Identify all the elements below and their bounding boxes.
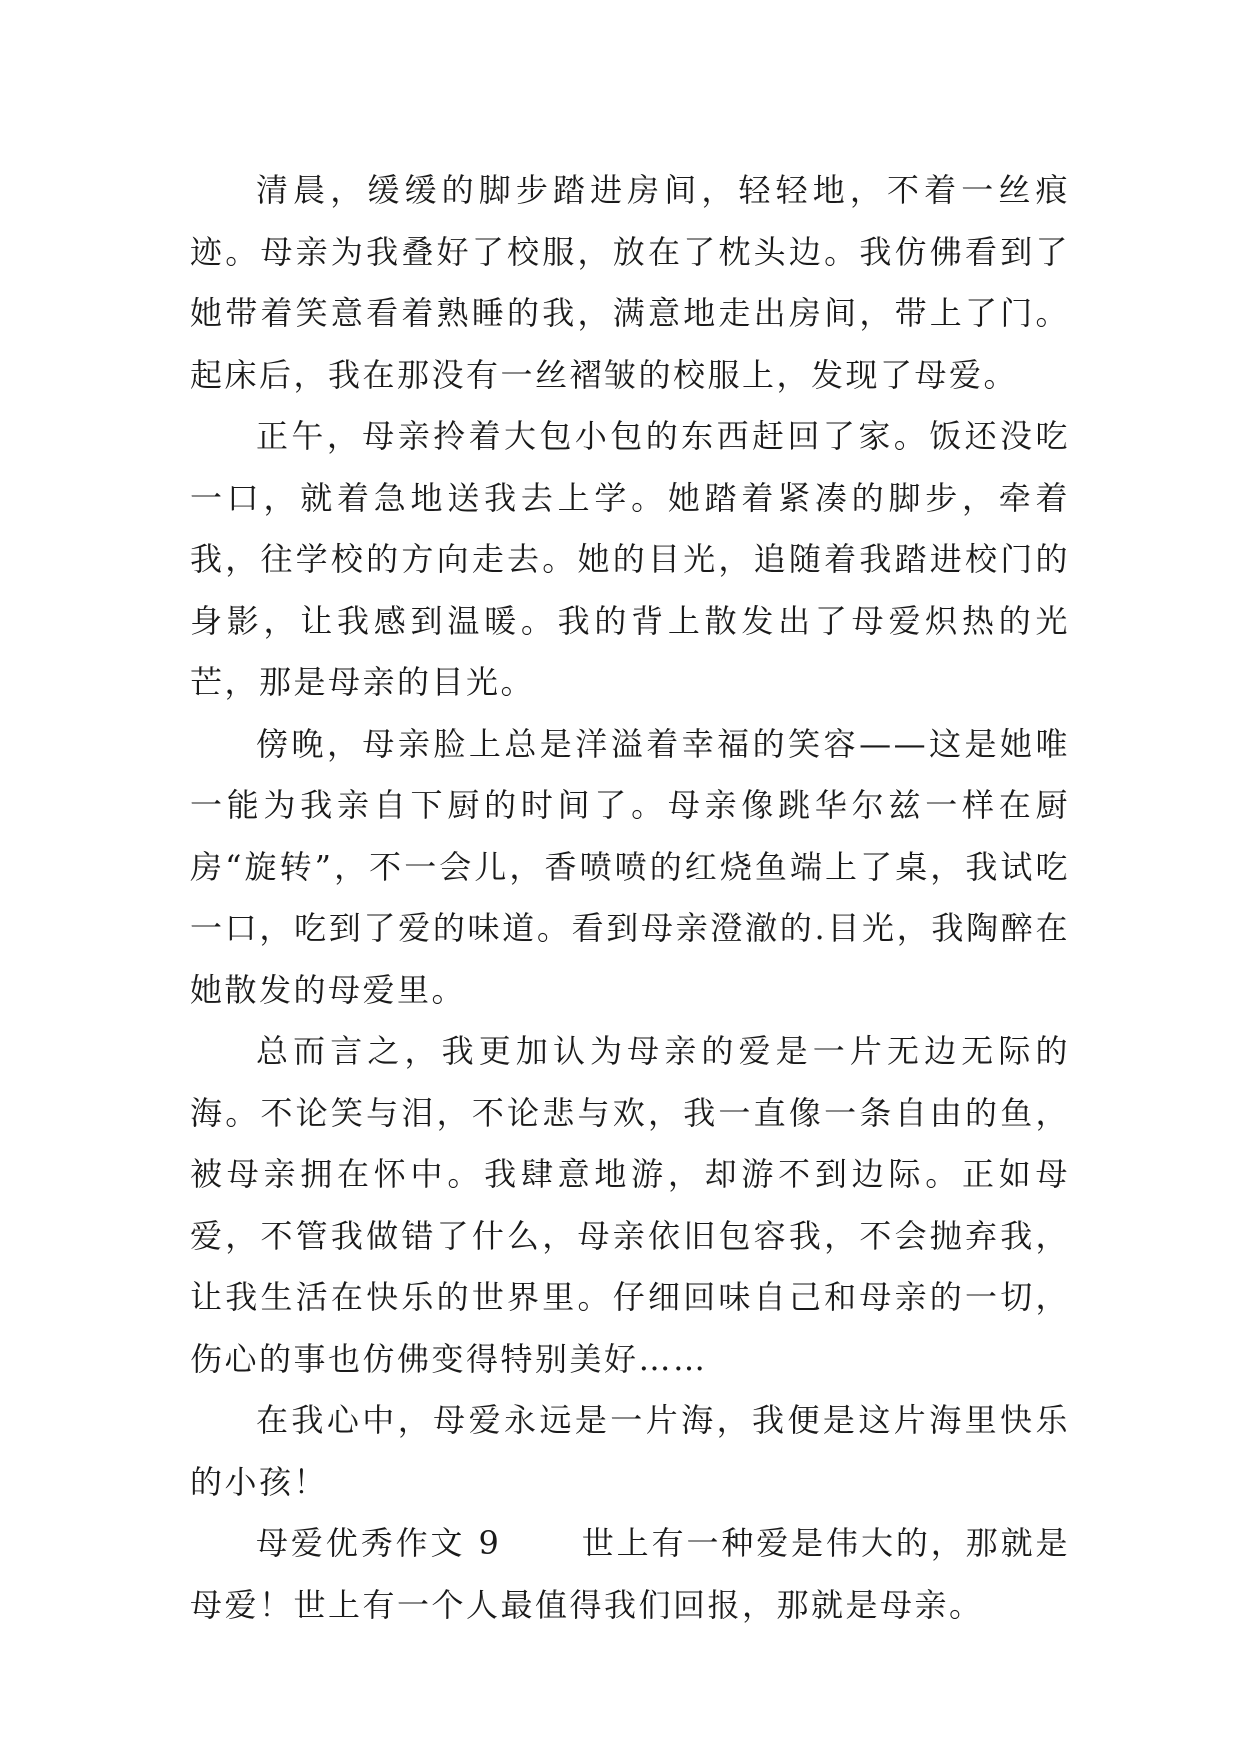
paragraph-closing: 在我心中，母爱永远是一片海，我便是这片海里快乐的小孩！ (190, 1401, 1070, 1501)
document-body (190, 160, 1070, 1636)
essay-title: 母爱优秀作文 9 (256, 1524, 502, 1562)
essay-9-opening: 世上有一种爱是伟大的，那就是母爱！世上有一个人最值得我们回报，那就是母亲。 (190, 1524, 1070, 1624)
paragraph-evening: 傍晚，母亲脸上总是洋溢着幸福的笑容——这是她唯一能为我亲自下厨的时间了。母亲像跳华尔兹一样在厨房“旋转”，不一会儿，香喷喷的红烧鱼端上了桌，我试吃一口，吃到了爱的味道。看到母亲澄澈的.目光，我陶醉在她散发的母爱里。 (190, 724, 1070, 1009)
paragraph-morning: 清晨，缓缓的脚步踏进房间，轻轻地，不着一丝痕迹。母亲为我叠好了校服，放在了枕头边。我仿佛看到了她带着笑意看着熟睡的我，满意地走出房间，带上了门。起床后，我在那没有一丝褶皱的校服上，发现了母爱。 (190, 171, 1070, 394)
paragraph-essay-9 (190, 1513, 1070, 1636)
paragraph-noon: 正午，母亲拎着大包小包的东西赶回了家。饭还没吃一口，就着急地送我去上学。她踏着紧凑的脚步，牵着我，往学校的方向走去。她的目光，追随着我踏进校门的身影，让我感到温暖。我的背上散发出了母爱炽热的光芒，那是母亲的目光。 (190, 417, 1070, 701)
paragraph-conclusion: 总而言之，我更加认为母亲的爱是一片无边无际的海。不论笑与泪，不论悲与欢，我一直像一条自由的鱼，被母亲拥在怀中。我肆意地游，却游不到边际。正如母爱，不管我做错了什么，母亲依旧包容我，不会抛弃我，让我生活在快乐的世界里。仔细回味自己和母亲的一切，伤心的事也仿佛变得特别美好…… (190, 1032, 1070, 1378)
